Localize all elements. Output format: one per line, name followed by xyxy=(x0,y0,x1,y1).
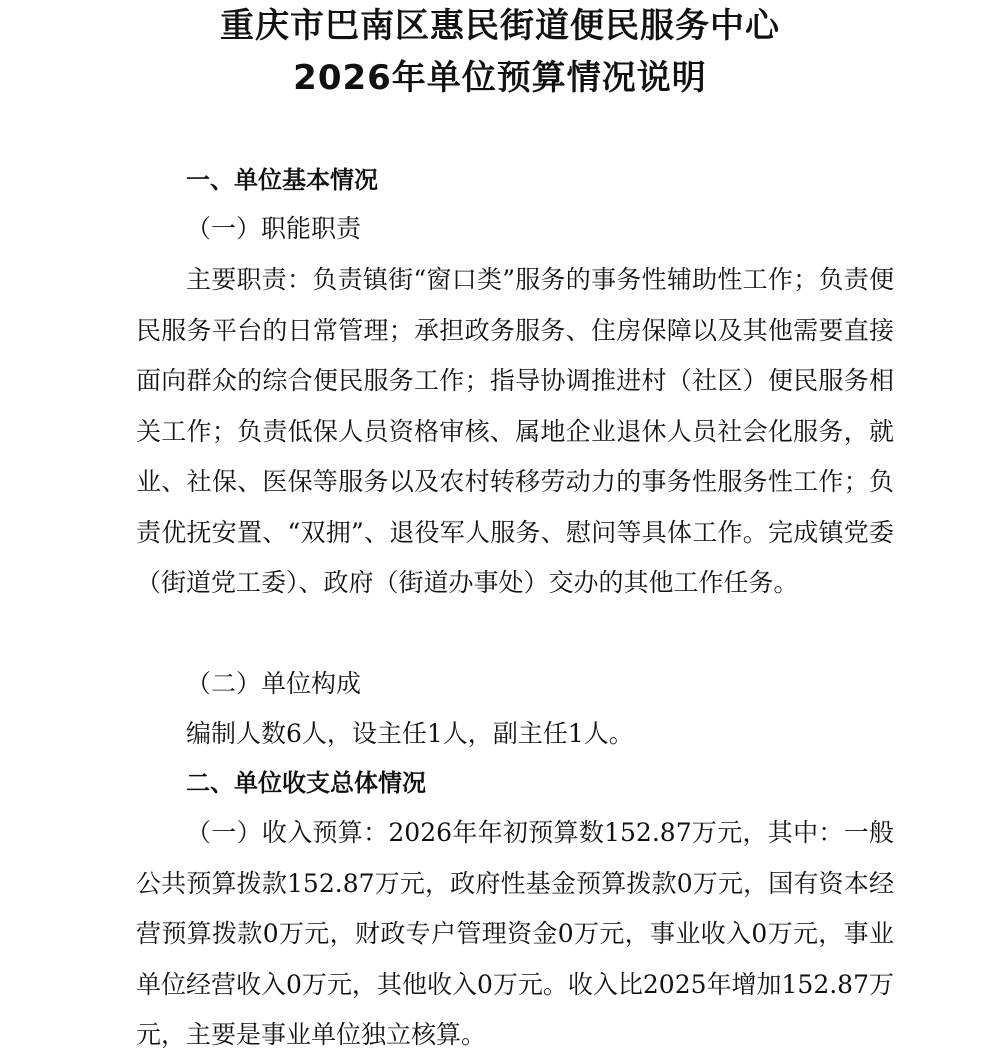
document-title-line2: 2026年单位预算情况说明 xyxy=(293,58,707,98)
section1-sub2-heading: （二）单位构成 xyxy=(186,669,362,698)
income-budget-text: （一）收入预算：2026年年初预算数152.87万元，其中：一般公共预算拨款152.87万元，政府性基金预算拨款0万元，国有资本经营预算拨款0万元，财政专户管理资金0万元，事业收入0万元，事业单位经营收入0万元，其他收入0万元。收入比2025年增加152.87万元，主要是事业单位独立核算。 xyxy=(136,818,894,1049)
section2-heading: 二、单位收支总体情况 xyxy=(186,769,426,797)
document-title-line1: 重庆市巴南区惠民街道便民服务中心 xyxy=(220,6,780,46)
section1-sub1-paragraph xyxy=(136,255,894,609)
duties-text: 主要职责：负责镇街“窗口类”服务的事务性辅助性工作；负责便民服务平台的日常管理；承担政务服务、住房保障以及其他需要直接面向群众的综合便民服务工作；指导协调推进村（社区）便民服务相关工作；负责低保人员资格审核、属地企业退休人员社会化服务，就业、社保、医保等服务以及农村转移劳动力的事务性服务性工作；负责优抚安置、“双拥”、退役军人服务、慰问等具体工作。完成镇党委（街道党工委）、政府（街道办事处）交办的其他工作任务。 xyxy=(136,265,894,597)
section1-heading: 一、单位基本情况 xyxy=(186,166,378,194)
staffing-text: 编制人数6人，设主任1人，副主任1人。 xyxy=(186,719,634,748)
section2-sub1-paragraph xyxy=(136,808,894,1061)
section1-sub1-heading: （一）职能职责 xyxy=(186,214,362,243)
